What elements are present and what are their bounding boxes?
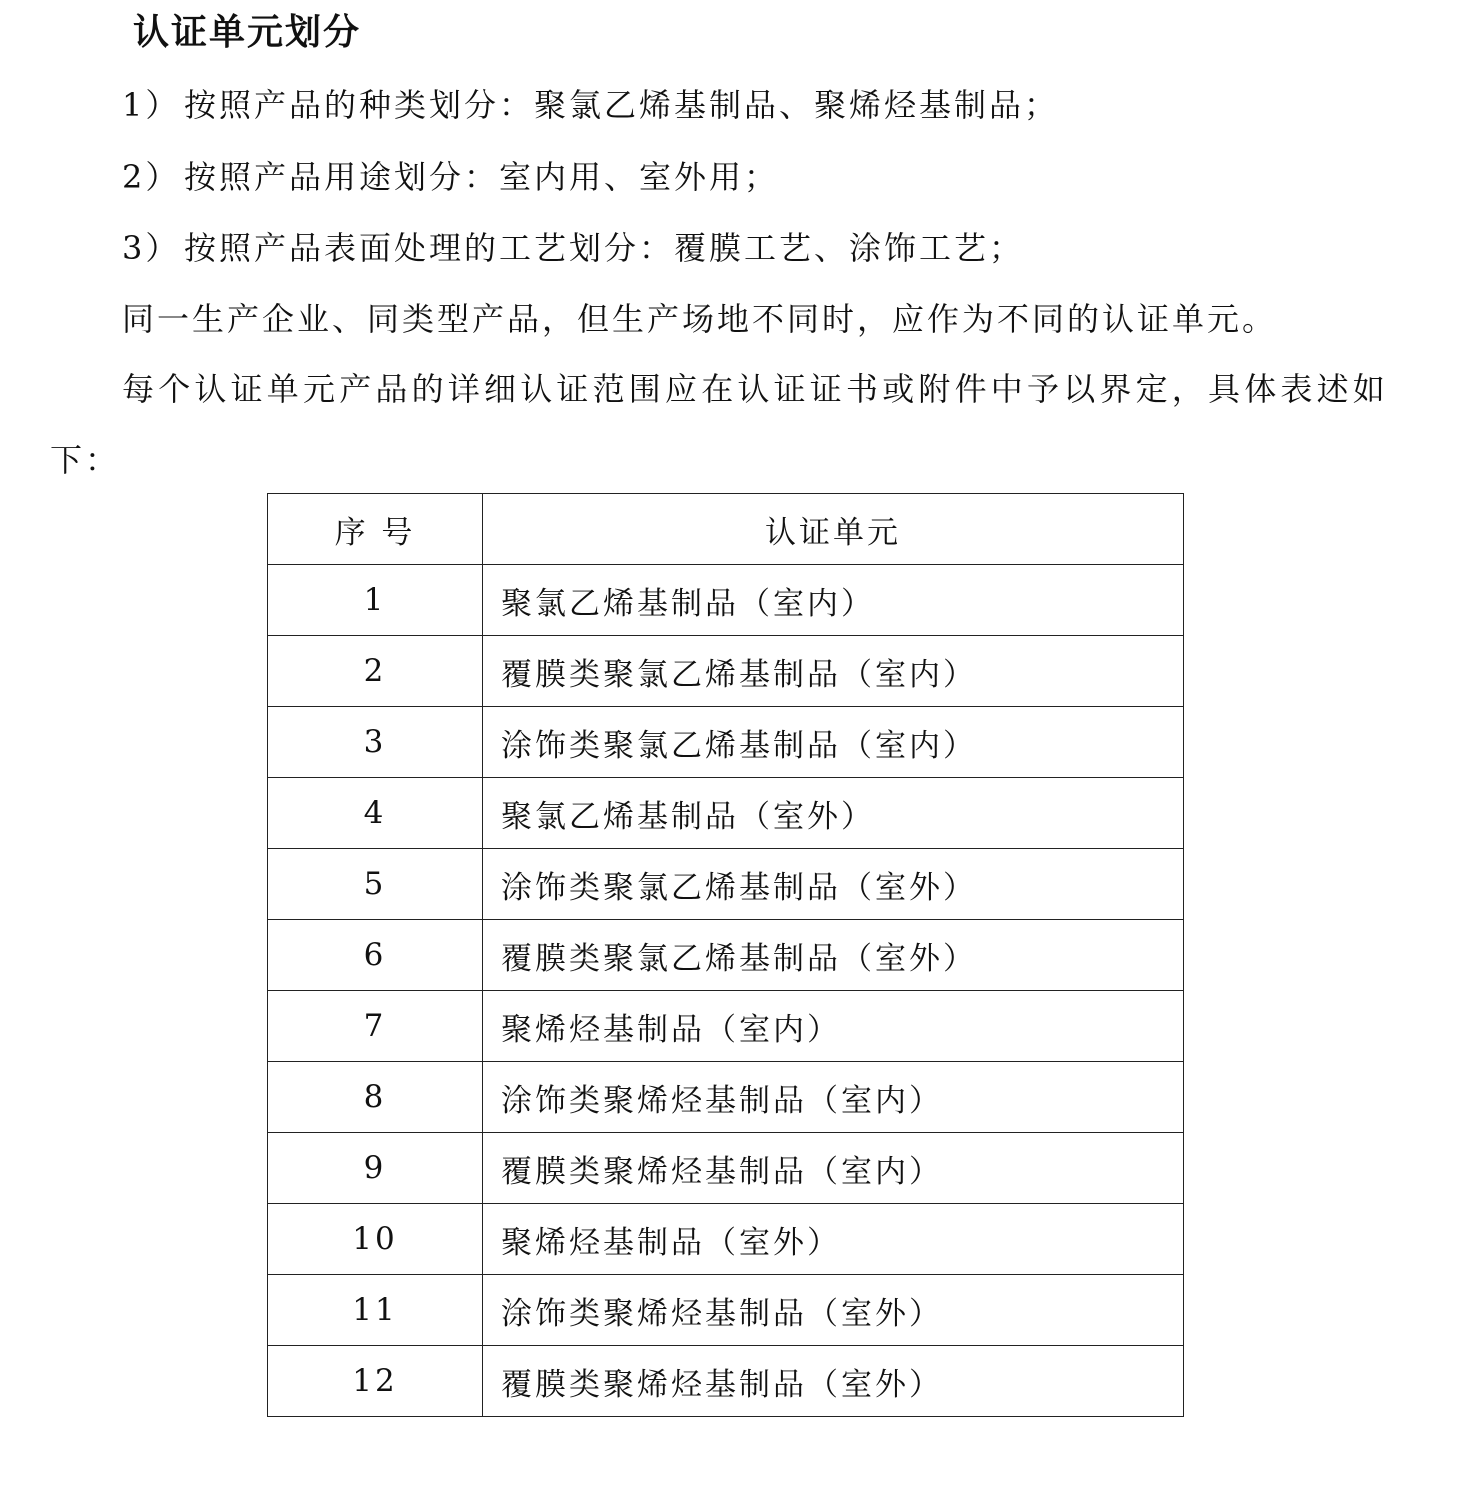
row-unit: 聚烯烃基制品（室外） xyxy=(483,1204,1184,1275)
criterion-1-number: 1） xyxy=(122,86,181,124)
criterion-3-text: 按照产品表面处理的工艺划分：覆膜工艺、涂饰工艺； xyxy=(184,229,1025,267)
criterion-3-number: 3） xyxy=(122,229,181,267)
note-scope-paragraph-line1: 每个认证单元产品的详细认证范围应在认证证书或附件中予以界定，具体表述如 xyxy=(122,370,1390,408)
row-index: 1 xyxy=(268,565,483,636)
table-row xyxy=(268,1275,1184,1346)
table-row xyxy=(268,565,1184,636)
row-unit: 涂饰类聚氯乙烯基制品（室内） xyxy=(483,707,1184,778)
row-index: 7 xyxy=(268,991,483,1062)
table-row xyxy=(268,1204,1184,1275)
certification-units-table xyxy=(267,493,1184,1417)
criterion-2 xyxy=(122,155,779,199)
table-row xyxy=(268,920,1184,991)
table-row xyxy=(268,1346,1184,1417)
header-index: 序 号 xyxy=(268,494,483,565)
note-scope-paragraph-line2: 下： xyxy=(50,441,121,479)
row-index: 2 xyxy=(268,636,483,707)
note-site-paragraph: 同一生产企业、同类型产品，但生产场地不同时，应作为不同的认证单元。 xyxy=(122,300,1278,338)
row-unit: 聚氯乙烯基制品（室内） xyxy=(483,565,1184,636)
row-index: 8 xyxy=(268,1062,483,1133)
row-index: 12 xyxy=(268,1346,483,1417)
table-row xyxy=(268,707,1184,778)
row-index: 6 xyxy=(268,920,483,991)
table-header-row xyxy=(268,494,1184,565)
table-row xyxy=(268,778,1184,849)
row-unit: 聚氯乙烯基制品（室外） xyxy=(483,778,1184,849)
criterion-2-text: 按照产品用途划分：室内用、室外用； xyxy=(184,158,780,196)
row-unit: 聚烯烃基制品（室内） xyxy=(483,991,1184,1062)
header-unit: 认证单元 xyxy=(483,494,1184,565)
criterion-1-text: 按照产品的种类划分：聚氯乙烯基制品、聚烯烃基制品； xyxy=(184,86,1060,124)
criterion-1 xyxy=(122,83,1059,127)
row-unit: 覆膜类聚氯乙烯基制品（室内） xyxy=(483,636,1184,707)
row-unit: 涂饰类聚氯乙烯基制品（室外） xyxy=(483,849,1184,920)
criterion-3 xyxy=(122,226,1024,270)
row-index: 3 xyxy=(268,707,483,778)
row-index: 5 xyxy=(268,849,483,920)
section-heading: 认证单元划分 xyxy=(133,12,362,53)
table-row xyxy=(268,991,1184,1062)
table-row xyxy=(268,636,1184,707)
row-unit: 涂饰类聚烯烃基制品（室内） xyxy=(483,1062,1184,1133)
row-index: 10 xyxy=(268,1204,483,1275)
row-index: 11 xyxy=(268,1275,483,1346)
table-row xyxy=(268,1133,1184,1204)
row-index: 4 xyxy=(268,778,483,849)
table-row xyxy=(268,849,1184,920)
criterion-2-number: 2） xyxy=(122,158,181,196)
row-unit: 覆膜类聚烯烃基制品（室内） xyxy=(483,1133,1184,1204)
row-unit: 覆膜类聚烯烃基制品（室外） xyxy=(483,1346,1184,1417)
table-row xyxy=(268,1062,1184,1133)
row-unit: 覆膜类聚氯乙烯基制品（室外） xyxy=(483,920,1184,991)
row-unit: 涂饰类聚烯烃基制品（室外） xyxy=(483,1275,1184,1346)
row-index: 9 xyxy=(268,1133,483,1204)
